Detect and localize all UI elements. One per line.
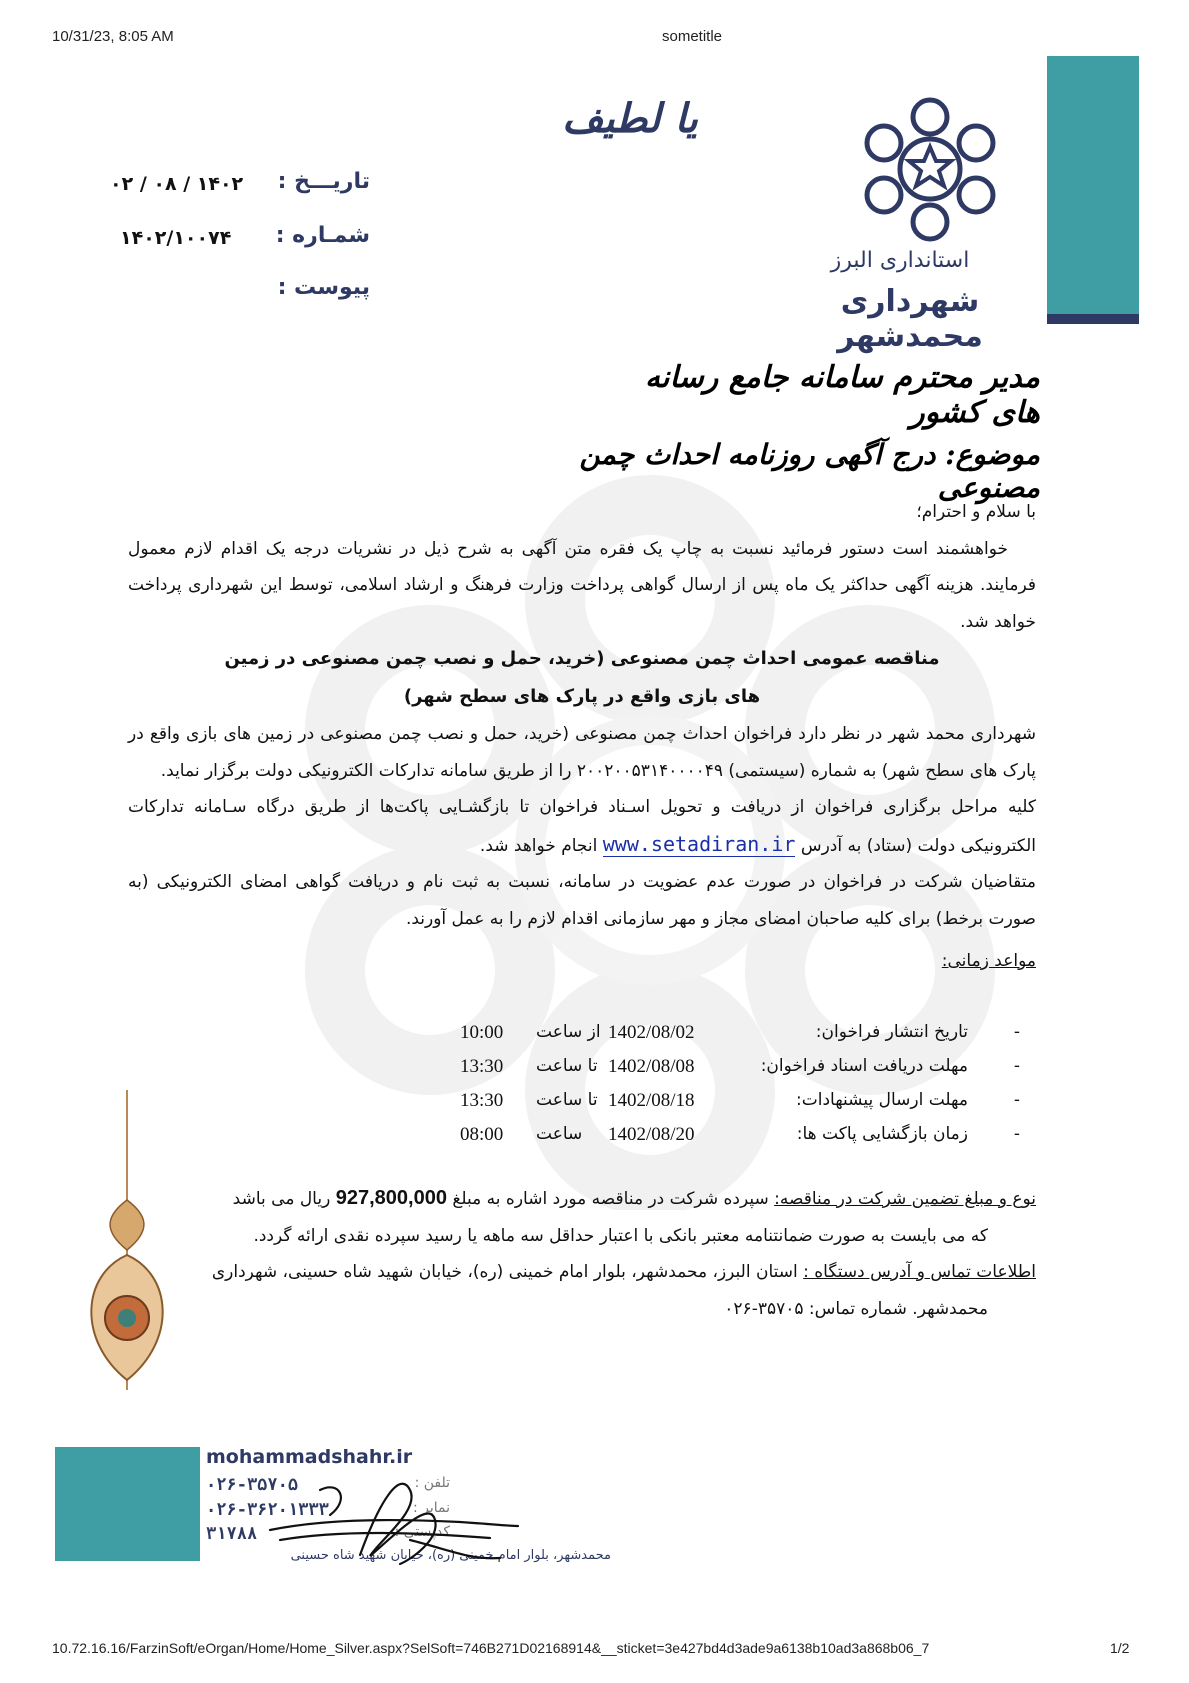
paragraph-intro: خواهشمند است دستور فرمائید نسبت به چاپ یک فقره متن آگهی به شرح ذیل در نشریات درجه یک اقدام لازم معمول فرمایند. هزینه آگهی حداکثر یک ماه پس از ارسال گواهی پرداخت وزارت فرهنگ و ارشاد اسلامی، توسط این شهرداری پرداخت خواهد شد. [128, 538, 1036, 632]
process-text-end: انجام خواهد شد. [479, 835, 598, 856]
print-datetime: 10/31/23, 8:05 AM [52, 28, 174, 45]
row-time-label: تا ساعت [536, 1056, 598, 1076]
guarantee-contact-block [128, 1180, 1036, 1327]
meta-block [110, 165, 370, 315]
print-page-title: sometitle [662, 28, 723, 45]
footer-postal: ۳۱۷۸۸ [206, 1524, 258, 1544]
paragraph-process [128, 789, 1036, 864]
row-bullet: - [1013, 1022, 1020, 1042]
date-value: ۱۴۰۲ / ۰۸ / ۰۲ [110, 173, 244, 195]
number-label: شمـاره : [275, 223, 370, 248]
row-date: 1402/08/20 [608, 1124, 695, 1145]
print-page-number: 1/2 [1110, 1640, 1130, 1656]
row-label: مهلت دریافت اسناد فراخوان: [760, 1056, 968, 1076]
schedule-row [440, 1124, 1040, 1158]
contact-line [128, 1254, 1036, 1291]
row-date: 1402/08/18 [608, 1090, 695, 1111]
footer-address: محمدشهر، بلوار امام خمینی (ره)، خیابان شهید شاه حسینی [290, 1548, 611, 1563]
row-bullet: - [1013, 1124, 1020, 1144]
footer-teal-block [55, 1447, 200, 1561]
footer-fax: ۰۲۶-۳۶۲۰۱۳۳۳ [206, 1500, 329, 1520]
guarantee-line-2: که می بایست به صورت ضمانتنامه معتبر بانکی با اعتبار حداقل سه ماهه یا رسید سپرده نقدی ارائه گردد. [253, 1225, 988, 1246]
subject: موضوع: درج آگهی روزنامه احداث چمن مصنوعی [579, 438, 1040, 504]
row-bullet: - [1013, 1090, 1020, 1110]
contact-line-2: محمدشهر. شماره تماس: ۳۵۷۰۵-۰۲۶ [724, 1298, 988, 1319]
row-time: 13:30 [460, 1056, 504, 1077]
tender-title: مناقصه عمومی احداث چمن مصنوعی (خرید، حمل و نصب چمن مصنوعی در زمین های بازی واقع در پارک های سطح شهر) [224, 648, 940, 707]
print-url: 10.72.16.16/FarzinSoft/eOrgan/Home/Home_Silver.aspx?SelSoft=746B271D02168914&__sticket=3e427bd4d3ade9a6138b10ad3a868b06_7 [52, 1640, 930, 1656]
footer-fax-label: نمابر : [412, 1500, 450, 1516]
guarantee-label: نوع و مبلغ تضمین شرکت در مناقصه: [774, 1189, 1036, 1209]
row-time-label: تا ساعت [536, 1090, 598, 1110]
guarantee-amount: 927,800,000 [335, 1187, 447, 1209]
row-bullet: - [1013, 1056, 1020, 1076]
guarantee-text: سپرده شرکت در مناقصه مورد اشاره به مبلغ [452, 1189, 769, 1209]
guarantee-line [128, 1180, 1036, 1218]
setad-link[interactable]: www.setadiran.ir [602, 831, 796, 856]
row-time-label: از ساعت [536, 1022, 601, 1042]
recipient: مدیر محترم سامانه جامع رسانه های کشور [645, 360, 1040, 430]
municipality-emblem-icon [855, 95, 1005, 245]
row-label: تاریخ انتشار فراخوان: [815, 1022, 968, 1042]
footer-postal-label: کدپستی : [394, 1524, 450, 1540]
province-name: استانداری البرز [830, 248, 970, 273]
row-label: مهلت ارسال پیشنهادات: [796, 1090, 968, 1110]
footer-phone: ۰۲۶-۳۵۷۰۵ [206, 1475, 299, 1495]
row-time-label: ساعت [536, 1124, 583, 1144]
schedule-row [440, 1056, 1040, 1090]
municipality-name: شهرداری محمدشهر [837, 284, 983, 354]
ornament-icon [72, 1090, 182, 1390]
number-value: ۱۴۰۲/۱۰۰۷۴ [120, 227, 232, 249]
contact-address: استان البرز، محمدشهر، بلوار امام خمینی (ره)، خیابان شهید شاه حسینی، شهرداری [211, 1262, 798, 1282]
contact-label: اطلاعات تماس و آدرس دستگاه : [803, 1262, 1036, 1282]
invocation-calligraphy: یا لطیف [562, 95, 698, 142]
schedule-heading-text: مواعد زمانی: [941, 951, 1036, 971]
paragraph-applicants: متقاضیان شرکت در فراخوان در صورت عدم عضویت در سامانه، نسبت به ثبت نام و دریافت گواهی امضای الکترونیکی (به صورت برخط) برای کلیه صاحبان امضای مجاز و مهر سازمانی اقدام لازم را به عمل آورند. [128, 872, 1036, 929]
letterhead-teal-bar-base [1047, 314, 1139, 324]
row-date: 1402/08/02 [608, 1022, 695, 1043]
schedule-row [440, 1022, 1040, 1056]
process-text: کلیه مراحل برگزاری فراخوان از دریافت و تحویل اسـناد فراخوان تا بازگشـایی پاکت‌ها از طریق درگاه سـامانه تدارکات الکترونیکی دولت (ستاد) به آدرس [128, 797, 1036, 856]
guarantee-unit: ریال می باشد [232, 1189, 331, 1209]
row-time: 08:00 [460, 1124, 504, 1145]
row-date: 1402/08/08 [608, 1056, 695, 1077]
row-time: 10:00 [460, 1022, 504, 1043]
letter-body [128, 494, 1036, 980]
row-label: زمان بازگشایی پاکت ها: [796, 1124, 968, 1144]
schedule-row [440, 1090, 1040, 1124]
attachment-label: پیوست : [277, 275, 370, 300]
footer-phone-label: تلفن : [414, 1475, 450, 1491]
greeting: با سلام و احترام؛ [916, 502, 1036, 522]
schedule-table [440, 1022, 1040, 1162]
letterhead-teal-bar [1047, 56, 1139, 320]
paragraph-tender: شهرداری محمد شهر در نظر دارد فراخوان احداث چمن مصنوعی (خرید، حمل و نصب چمن مصنوعی در زمین های بازی واقع در پارک های سطح شهر) به شماره (سیستمی) ۲۰۰۲۰۰۵۳۱۴۰۰۰۰۴۹ را از طریق سامانه تدارکات الکترونیکی دولت برگزار نماید. [128, 724, 1036, 781]
signature [260, 1460, 520, 1570]
footer-website: mohammadshahr.ir [206, 1446, 413, 1468]
date-label: تاریـــخ : [277, 169, 370, 194]
schedule-heading [128, 943, 1036, 980]
row-time: 13:30 [460, 1090, 504, 1111]
